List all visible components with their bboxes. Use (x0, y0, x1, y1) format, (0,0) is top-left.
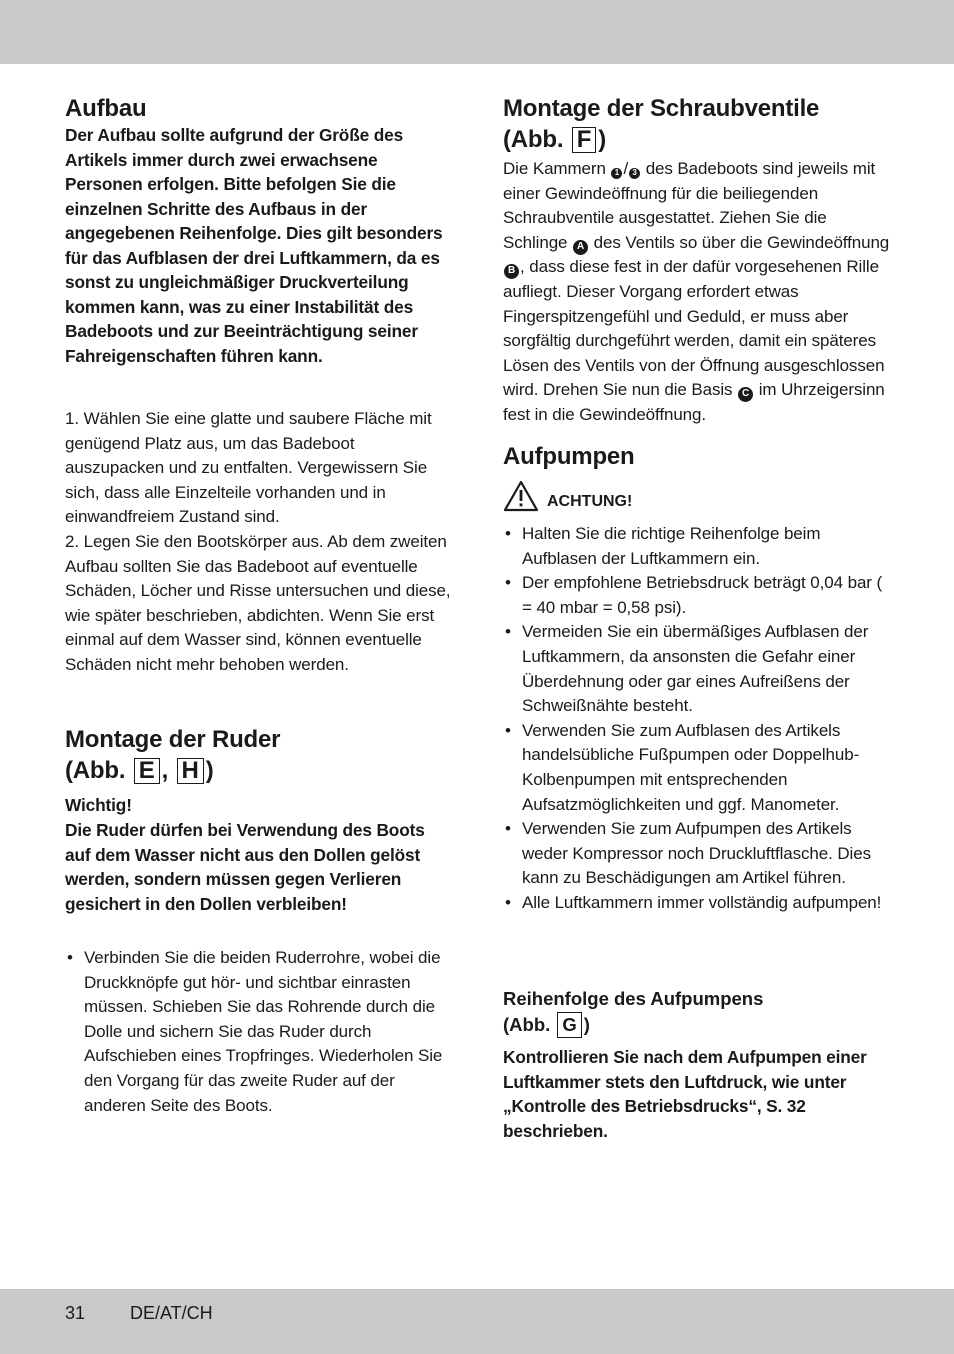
list-item: • Halten Sie die richtige Reihenfolge beim Aufblasen der Luftkammern ein. (503, 522, 891, 571)
ventile-sep: / (623, 159, 629, 178)
aufbau-intro: Der Aufbau sollte aufgrund der Größe des Artikels immer durch zwei erwachsene Personen erfolgen. Bitte befolgen Sie die einzelnen Schritte des Aufbaus in der angegebenen Reihenfolge. Dies gilt besonders für das Aufblasen der drei Luftkammern, da es sonst zu ungleichmäßiger Druckverteilung kommen kann, was zu einer Instabilität des Badeboots und zur Beeinträchtigung seiner Fahreigenschaften führen kann. (65, 125, 443, 366)
locale-label: DE/AT/CH (130, 1303, 213, 1323)
ventile-text-3: des Ventils so über die Gewindeöffnung (593, 232, 890, 252)
ruder-bullet-list (65, 946, 450, 1118)
warning-label: ACHTUNG! (547, 493, 633, 510)
figure-ref-e: E (134, 758, 160, 784)
warning-triangle-icon (503, 480, 539, 512)
ruder-heading-line1: Montage der Ruder (65, 726, 281, 753)
reihenfolge-heading-prefix: (Abb. (503, 1014, 551, 1035)
figure-ref-g: G (557, 1012, 581, 1038)
ventile-text-2: des Badeboots sind jeweils mit einer Gewindeöffnung für die beiliegenden Schraubventile ausgestattet. Ziehen Sie die Schlinge (503, 159, 876, 252)
reihenfolge-text: Kontrollieren Sie nach dem Aufpumpen einer Luftkammer stets den Luftdruck, wie unter „Kontrolle des Betriebsdrucks“, S. 32 beschrieben. (503, 1047, 867, 1141)
aufpumpen-bullet-list (503, 522, 891, 916)
reihenfolge-heading-line1: Reihenfolge des Aufpumpens (503, 988, 764, 1009)
reihenfolge-heading-suffix: ) (583, 1014, 590, 1035)
reihenfolge-heading (503, 986, 763, 1038)
list-item: • Vermeiden Sie ein übermäßiges Aufblasen der Luftkammern, da ansonsten die Gefahr einer Überdehnung oder gar eines Aufreißens der Schweißnähte besteht. (503, 620, 891, 718)
ventile-text-4: , dass diese fest in der dafür vorgesehenen Rille aufliegt. Dieser Vorgang erfordert etwas Fingerspitzengefühl und Geduld, er muss aber sorgfältig durchgeführt werden, damit ein späteres Lösen des Ventils von der Öffnung ausgeschlossen wird. Drehen Sie nun die Basis (503, 257, 885, 400)
marker-c-icon: C (738, 387, 753, 402)
ruder-important-text: Die Ruder dürfen bei Verwendung des Boots auf dem Wasser nicht aus den Dollen gelöst werden, sondern müssen gegen Verlieren gesichert in den Dollen verbleiben! (65, 820, 425, 914)
ruder-important-label: Wichtig! (65, 795, 132, 815)
marker-1-icon: 1 (611, 168, 622, 179)
marker-a-icon: A (573, 240, 588, 255)
ventile-heading (503, 93, 819, 155)
aufpumpen-heading: Aufpumpen (503, 443, 635, 470)
ventile-heading-suffix: ) (598, 126, 607, 153)
ruder-heading: Montage der Ruder (Abb. E , H ) (65, 726, 281, 784)
aufbau-heading: Aufbau (65, 95, 147, 122)
ventile-heading-line1: Montage der Schraubventile (503, 95, 820, 122)
list-item: • Alle Luftkammern immer vollständig aufpumpen! (503, 891, 891, 916)
figure-ref-h: H (177, 758, 204, 784)
list-item: • Der empfohlene Betriebsdruck beträgt 0,04 bar ( = 40 mbar = 0,58 psi). (503, 571, 891, 620)
marker-3-icon: 3 (629, 168, 640, 179)
header-bar (0, 0, 954, 64)
ventile-text (503, 157, 891, 428)
aufbau-step-2: 2. Legen Sie den Bootskörper aus. Ab dem zweiten Aufbau sollten Sie das Badeboot auf eventuelle Schäden, Löcher und Risse untersuchen und diese, wie später beschrieben, abdichten. Wenn Sie erst einmal auf dem Wasser sind, können eventuelle Schäden nicht mehr behoben werden. (65, 532, 451, 674)
ruder-heading-suffix: ) (205, 757, 214, 784)
warning-notice (503, 480, 632, 512)
figure-ref-f: F (572, 127, 596, 153)
ventile-text-5: im Uhrzeigersinn fest in die Gewindeöffnung. (503, 380, 885, 424)
page-number: 31 (65, 1303, 86, 1323)
ventile-text-1: Die Kammern (503, 159, 606, 178)
ventile-heading-prefix: (Abb. (503, 126, 564, 153)
list-item: • Verwenden Sie zum Aufpumpen des Artikels weder Kompressor noch Druckluftflasche. Dies kann zu Beschädigungen am Artikel führen. (503, 817, 891, 891)
list-item: • Verbinden Sie die beiden Ruderrohre, wobei die Druckknöpfe gut hör- und sichtbar einrasten müssen. Schieben Sie das Rohrende durch die Dolle und sichern Sie das Ruder durch Aufschieben eines Tropfringes. Wiederholen Sie den Vorgang für das zweite Ruder auf der anderen Seite des Boots. (65, 946, 450, 1118)
list-item: • Verwenden Sie zum Aufblasen des Artikels handelsübliche Fußpumpen oder Doppelhub-Kolbenpumpen mit entsprechenden Aufsatzmöglichkeiten und ggf. Manometer. (503, 719, 891, 817)
ruder-heading-prefix: (Abb. (65, 757, 126, 784)
marker-b-icon: B (504, 264, 519, 279)
aufbau-step-1: 1. Wählen Sie eine glatte und saubere Fläche mit genügend Platz aus, um das Badeboot auszupacken und zu entfalten. Vergewissern Sie sich, dass alle Einzelteile vorhanden und in einwandfreiem Zustand sind. (65, 409, 432, 527)
